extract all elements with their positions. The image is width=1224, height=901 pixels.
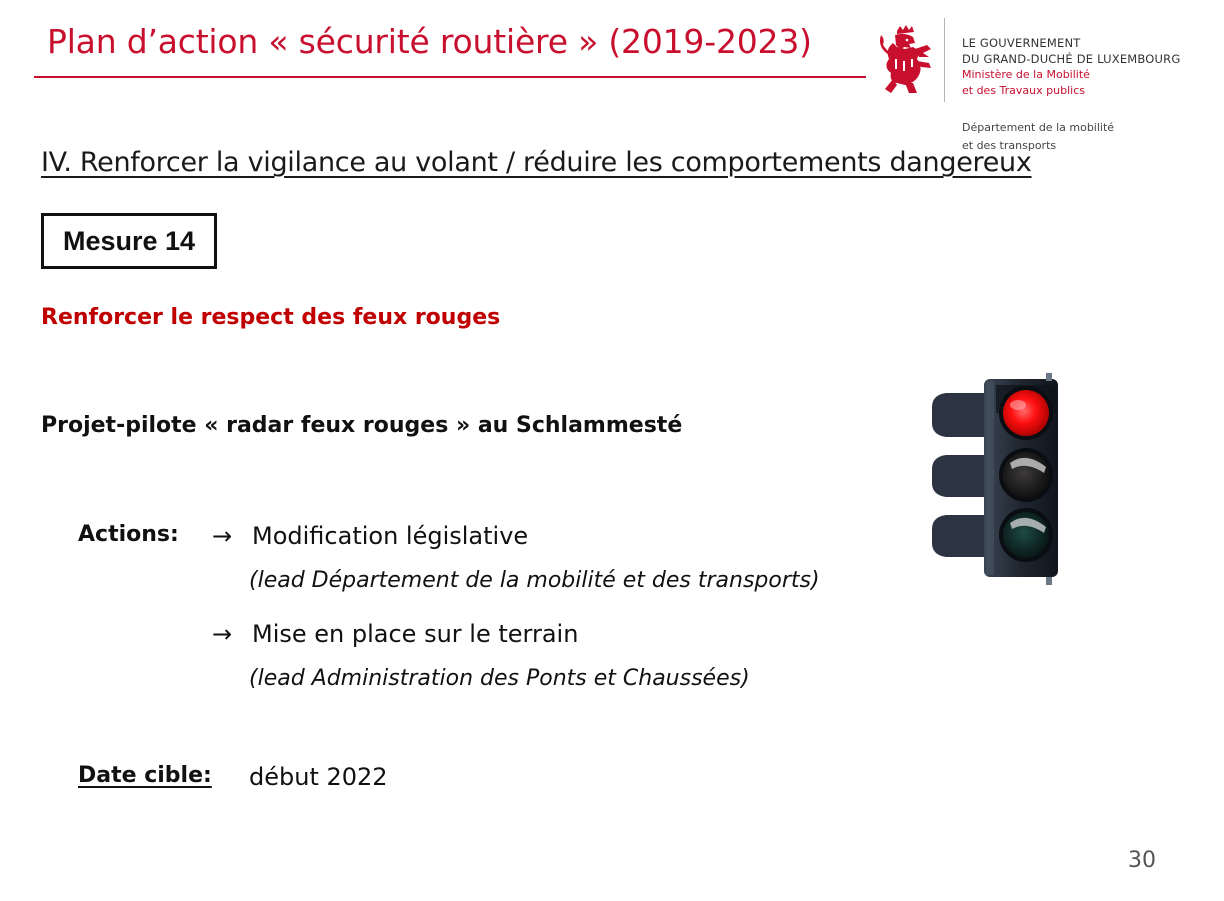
target-date-label: Date cible: — [78, 763, 212, 788]
traffic-light-icon — [928, 373, 1060, 585]
arrow-icon: → — [212, 522, 233, 550]
measure-title: Renforcer le respect des feux rouges — [41, 305, 501, 330]
action-item-2-text: Mise en place sur le terrain — [252, 620, 579, 648]
actions-label: Actions: — [78, 522, 179, 547]
pilot-project-text: Projet-pilote « radar feux rouges » au Schlammesté — [41, 413, 683, 438]
government-logo-text — [962, 35, 1180, 99]
gov-line-2: DU GRAND-DUCHÉ DE LUXEMBOURG — [962, 52, 1181, 66]
gov-line-1: LE GOUVERNEMENT — [962, 36, 1081, 50]
title-underline — [34, 76, 866, 78]
dept-line-1: Département de la mobilité — [962, 121, 1115, 134]
section-heading: IV. Renforcer la vigilance au volant / réduire les comportements dangereux — [41, 147, 1032, 178]
target-date-value: début 2022 — [249, 763, 388, 791]
slide-title: Plan d’action « sécurité routière » (2019-2023) — [47, 22, 812, 61]
red-lion-icon — [875, 25, 933, 95]
ministry-line-2: et des Travaux publics — [962, 84, 1085, 97]
action-item-1-text: Modification législative — [252, 522, 529, 550]
measure-label-box — [41, 213, 217, 269]
arrow-icon: → — [212, 620, 233, 648]
measure-label: Mesure 14 — [62, 225, 196, 256]
action-item-2-lead: (lead Administration des Ponts et Chaussées) — [249, 666, 750, 691]
logo-divider — [944, 18, 945, 102]
page-number: 30 — [1128, 848, 1156, 873]
dept-line-2: et des transports — [962, 139, 1057, 152]
action-item-1-lead: (lead Département de la mobilité et des transports) — [249, 568, 820, 593]
ministry-line-1: Ministère de la Mobilité — [962, 68, 1090, 81]
